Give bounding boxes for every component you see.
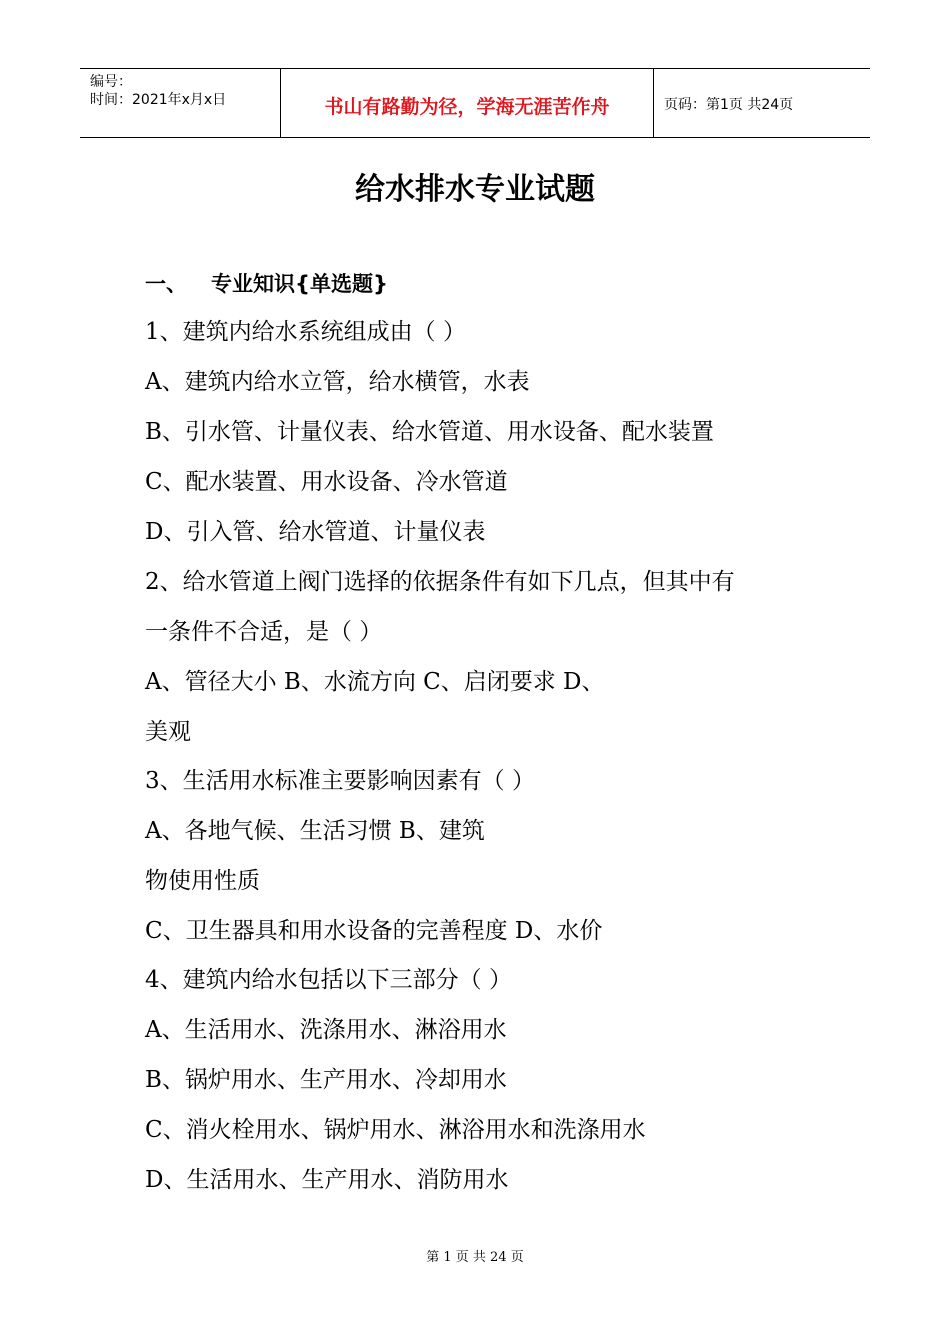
question-line: A、生活用水、洗涤用水、淋浴用水 [145, 1017, 507, 1043]
question-line: B、锅炉用水、生产用水、冷却用水 [145, 1067, 507, 1093]
header-table [80, 68, 870, 138]
question-line: A、建筑内给水立管，给水横管，水表 [145, 369, 530, 395]
document-title: 给水排水专业试题 [355, 172, 595, 207]
question-line: C、卫生器具和用水设备的完善程度 D、水价 [145, 918, 603, 944]
question-line: 一条件不合适，是（ ） [145, 619, 383, 645]
header-meta-cell [80, 69, 281, 137]
question-line: A、管径大小 B、水流方向 C、启闭要求 D、 [145, 669, 605, 695]
question-line: C、配水装置、用水设备、冷水管道 [145, 469, 508, 495]
question-line: 3、生活用水标准主要影响因素有（ ） [145, 768, 535, 794]
header-page-info: 页码：第1页 共24页 [664, 97, 794, 113]
question-line: A、各地气候、生活习惯 B、建筑 [145, 818, 485, 844]
question-line: 美观 [145, 719, 191, 745]
question-line: 4、建筑内给水包括以下三部分（ ） [145, 967, 512, 993]
section-title: 专业知识{单选题} [211, 272, 388, 296]
question-line: B、引水管、计量仪表、给水管道、用水设备、配水装置 [145, 419, 714, 445]
question-line: 2、给水管道上阀门选择的依据条件有如下几点，但其中有 [145, 569, 735, 595]
header-motto: 书山有路勤为径，学海无涯苦作舟 [281, 69, 654, 137]
page-footer: 第 1 页 共 24 页 [426, 1250, 524, 1265]
time-label: 时间：2021年x月x日 [90, 92, 227, 108]
section-heading [145, 268, 388, 298]
question-line: D、生活用水、生产用水、消防用水 [145, 1167, 509, 1193]
question-line: 1、建筑内给水系统组成由（ ） [145, 319, 466, 345]
question-line: D、引入管、给水管道、计量仪表 [145, 519, 486, 545]
section-number: 一、 [145, 272, 187, 296]
code-label: 编号： [90, 74, 132, 90]
question-line: C、消火栓用水、锅炉用水、淋浴用水和洗涤用水 [145, 1117, 646, 1143]
question-line: 物使用性质 [145, 868, 260, 894]
